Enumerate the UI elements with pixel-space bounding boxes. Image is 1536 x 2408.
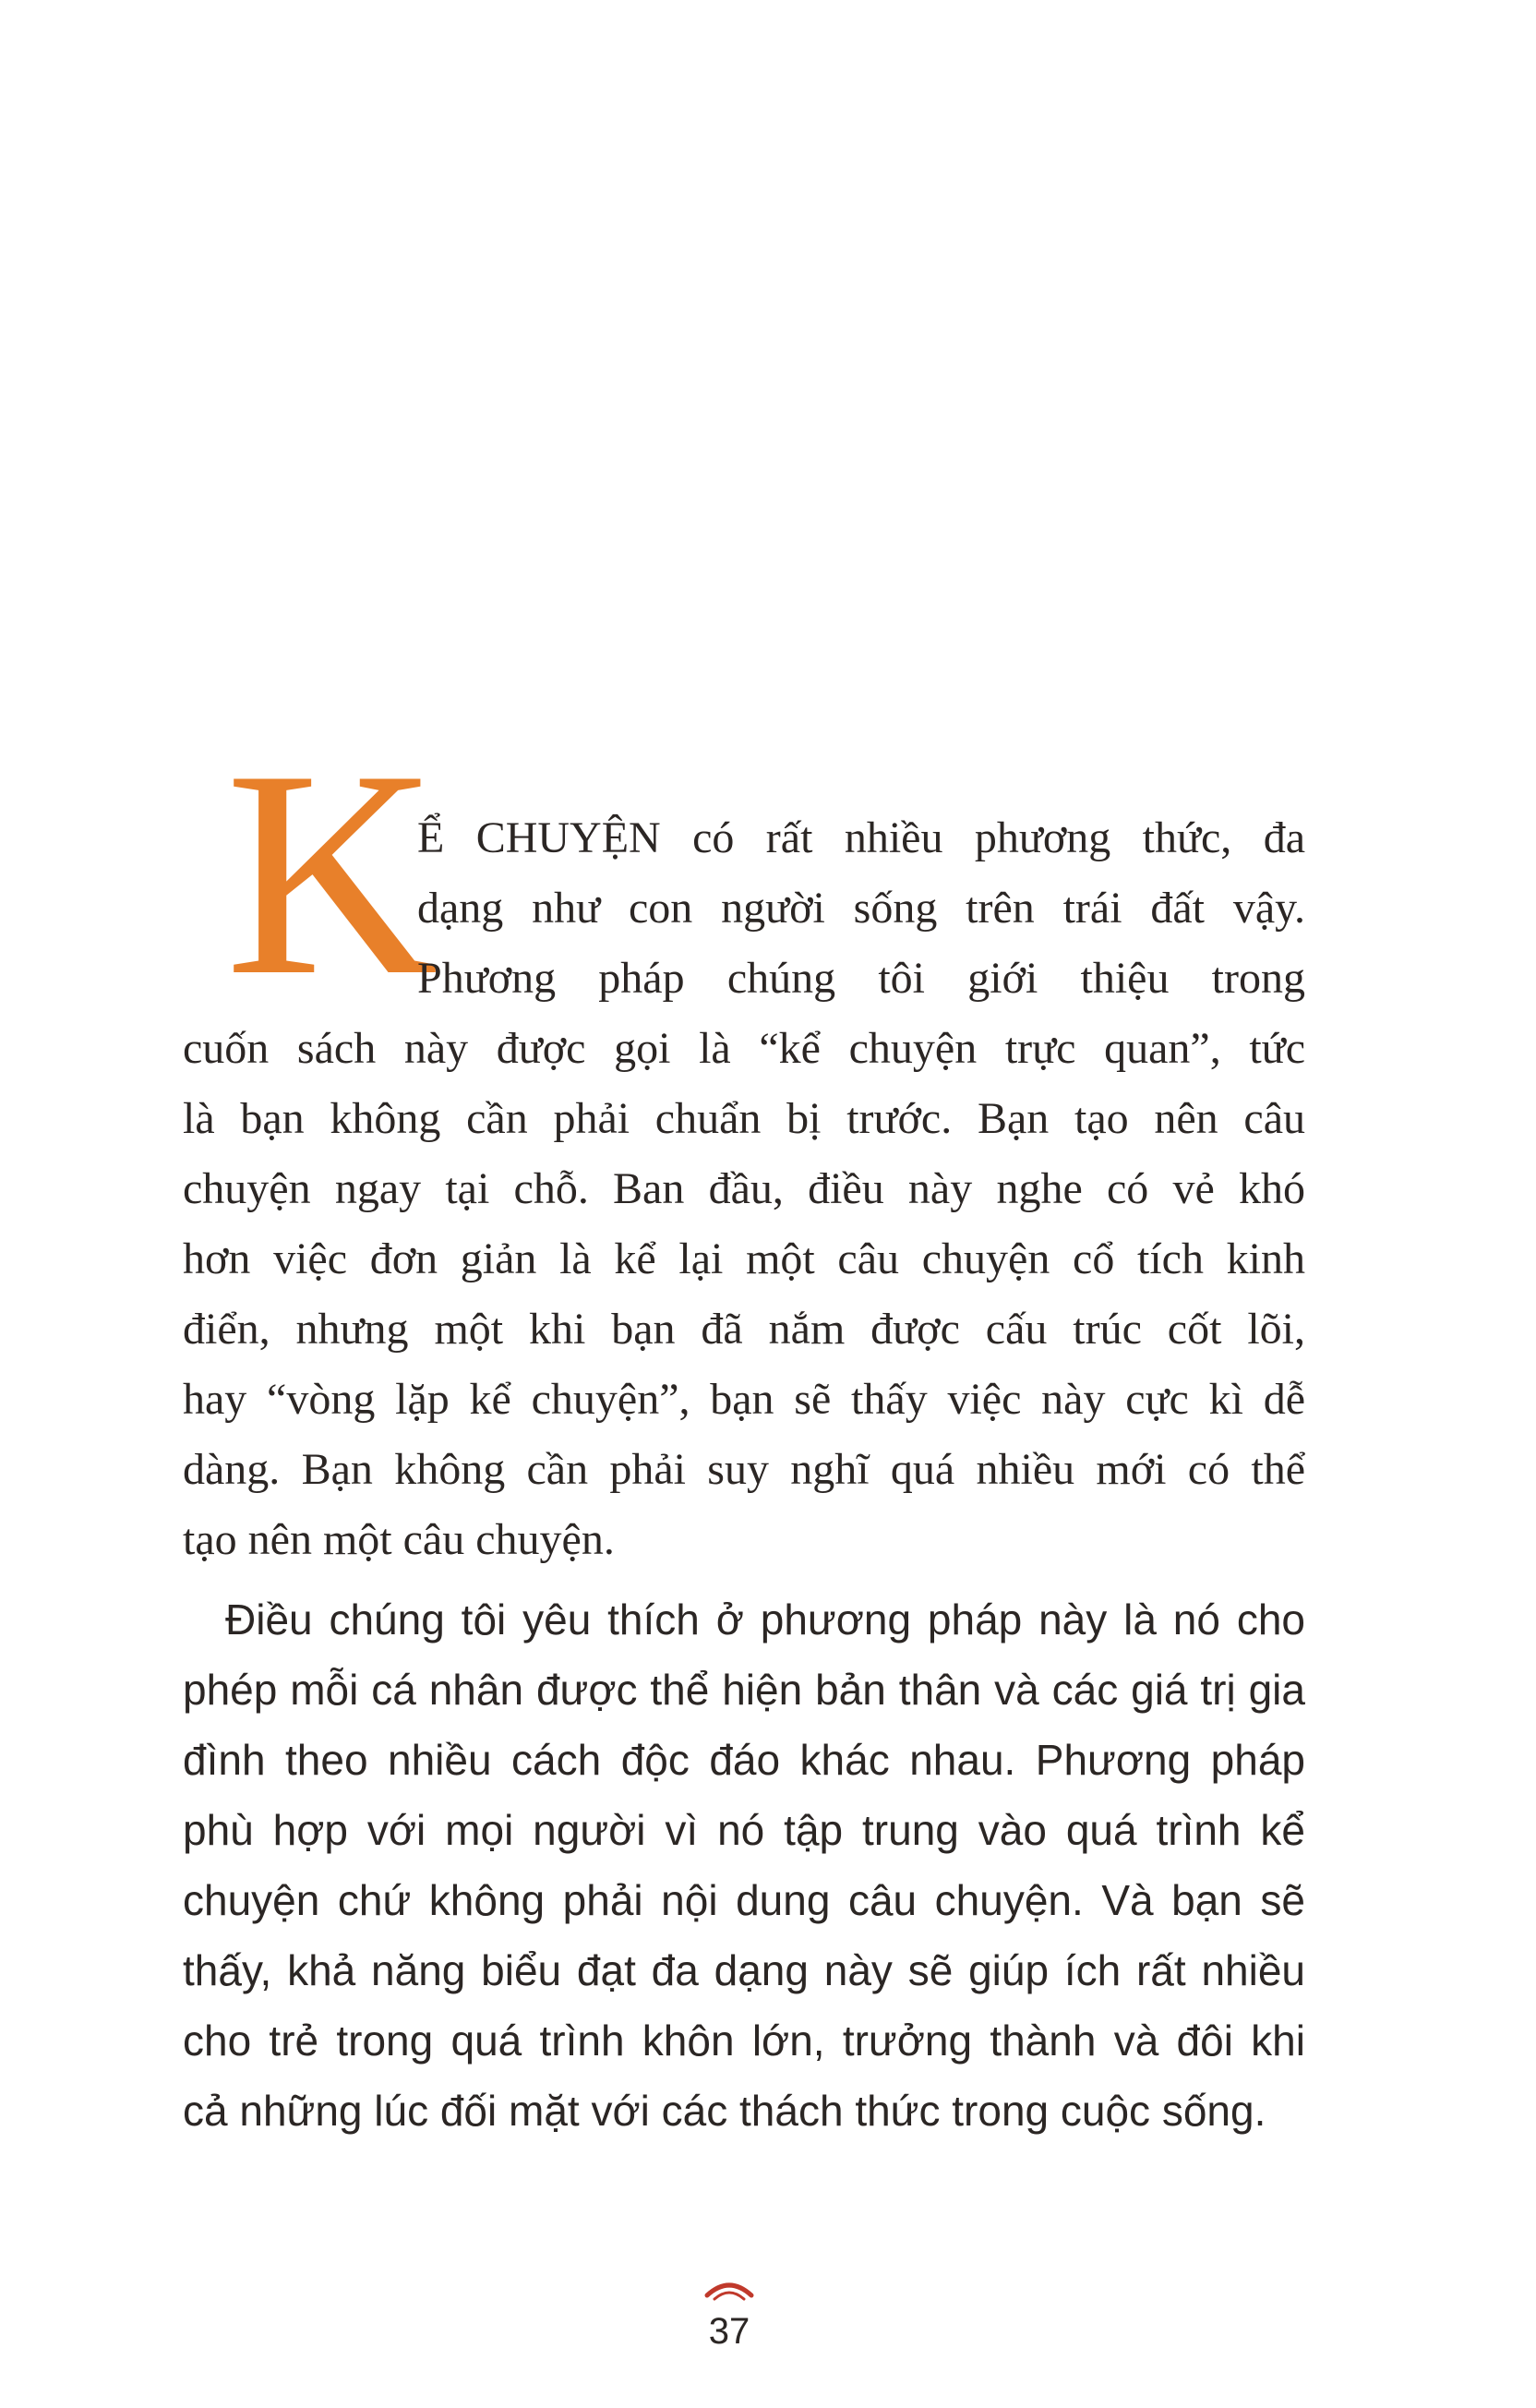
paragraph-1-line: tạo nên một câu chuyện. xyxy=(183,1515,615,1564)
paragraph-1-line: cuốn sách này được gọi là “kể chuyện trực quan”, tức xyxy=(183,1024,1305,1073)
paragraph-2-line: cả những lúc đối mặt với các thách thức trong cuộc sống. xyxy=(183,2087,1266,2135)
red-arc-ornament-icon xyxy=(702,2273,757,2310)
drop-cap-letter: K xyxy=(225,710,439,1037)
paragraph-2-line: Điều chúng tôi yêu thích ở phương pháp này là nó cho xyxy=(225,1595,1305,1643)
paragraph-1-line: dạng như con người sống trên trái đất vậy. xyxy=(417,884,1305,933)
paragraph-1-line: hay “vòng lặp kể chuyện”, bạn sẽ thấy việc này cực kì dễ xyxy=(183,1375,1305,1424)
paragraph-2-line: phù hợp với mọi người vì nó tập trung vào quá trình kể xyxy=(183,1806,1305,1854)
paragraph-2-line: cho trẻ trong quá trình khôn lớn, trưởng thành và đôi khi xyxy=(183,2017,1305,2065)
paragraph-1-line: Ể CHUYỆN có rất nhiều phương thức, đa xyxy=(417,813,1305,862)
paragraph-1-line: Phương pháp chúng tôi giới thiệu trong xyxy=(417,954,1305,1003)
paragraph-1-line: hơn việc đơn giản là kể lại một câu chuyện cổ tích kinh xyxy=(183,1234,1305,1283)
paragraph-1-line: chuyện ngay tại chỗ. Ban đầu, điều này nghe có vẻ khó xyxy=(183,1164,1305,1213)
paragraph-1-line: điển, nhưng một khi bạn đã nắm được cấu trúc cốt lõi, xyxy=(183,1305,1305,1354)
paragraph-1-line: là bạn không cần phải chuẩn bị trước. Bạn tạo nên câu xyxy=(183,1094,1305,1143)
paragraph-2-line: chuyện chứ không phải nội dung câu chuyện. Và bạn sẽ xyxy=(183,1876,1305,1924)
paragraph-2-line: đình theo nhiều cách độc đáo khác nhau. Phương pháp xyxy=(183,1736,1305,1784)
page-number: 37 xyxy=(708,2311,750,2352)
paragraph-1-line: dàng. Bạn không cần phải suy nghĩ quá nhiều mới có thể xyxy=(183,1445,1305,1494)
paragraph-2-line: phép mỗi cá nhân được thể hiện bản thân và các giá trị gia xyxy=(183,1666,1305,1714)
paragraph-2-line: thấy, khả năng biểu đạt đa dạng này sẽ giúp ích rất nhiều xyxy=(183,1946,1305,1994)
